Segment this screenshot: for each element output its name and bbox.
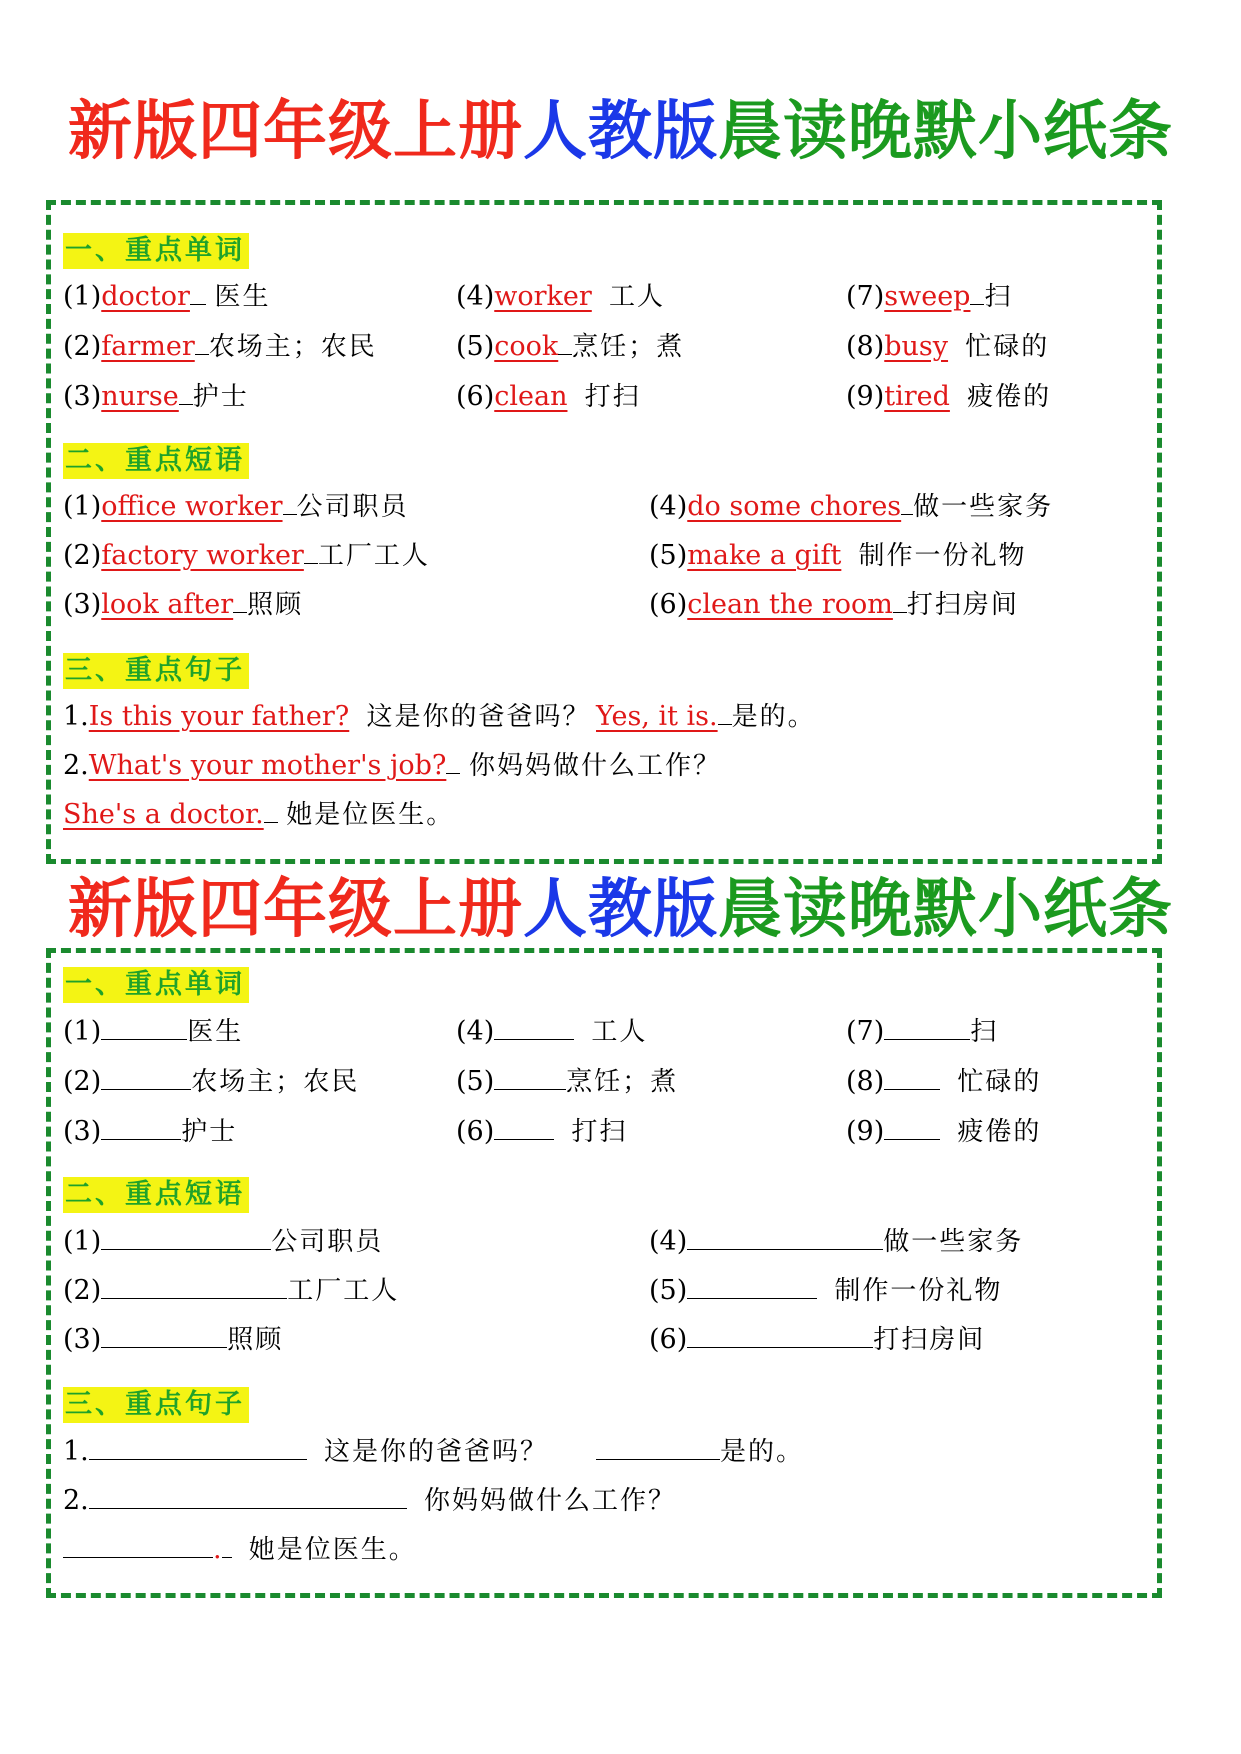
sentence-answer: Yes, it is. 是的。	[596, 697, 816, 737]
phrase-item: (5) 制作一份礼物	[649, 1270, 1002, 1311]
word-item: (7) 扫	[846, 1011, 998, 1052]
phrase-item: (5)make a gift 制作一份礼物	[649, 540, 1027, 571]
phrase-item: (1) 公司职员	[63, 1221, 383, 1262]
word-item: (9) 疲倦的	[846, 1111, 1041, 1152]
phrase-item: (3) 照顾	[63, 1319, 283, 1360]
phrase-blank[interactable]	[687, 1221, 883, 1250]
sentence-item: 1.Is this your father? 这是你的爸爸吗？	[63, 701, 591, 732]
word-item: (4) 工人	[456, 1011, 647, 1052]
section-heading-words: 一、重点单词	[63, 967, 249, 1003]
phrase-item: (3)look after 照顾	[63, 585, 303, 625]
phrase-row	[51, 1319, 1151, 1363]
page-title: 新版四年级上册人教版晨读晚默小纸条	[68, 95, 1173, 169]
sentence-blank[interactable]	[89, 1480, 407, 1509]
dashed-card	[46, 948, 1162, 1598]
word-blank[interactable]	[494, 1111, 554, 1140]
phrase-item: (1)office worker 公司职员	[63, 487, 409, 527]
phrase-row	[51, 585, 1151, 629]
sentence-row	[51, 697, 1151, 741]
section-heading-phrases: 二、重点短语	[63, 443, 249, 479]
word-item: (5)cook 烹饪；煮	[456, 327, 684, 367]
sentence-row	[51, 746, 1151, 790]
phrase-item: (6)clean the room 打扫房间	[649, 585, 1019, 625]
word-blank[interactable]	[101, 1061, 191, 1090]
word-item: (2) 农场主；农民	[63, 1061, 359, 1102]
sentence-blank[interactable]	[89, 1431, 307, 1460]
word-row	[51, 1061, 1151, 1105]
word-blank[interactable]	[101, 1111, 181, 1140]
sentence-blank[interactable]	[63, 1529, 213, 1558]
sentence-row	[51, 1480, 1151, 1524]
word-row	[51, 377, 1151, 421]
sentence-item: . 她是位医生。	[63, 1529, 417, 1570]
sentence-item: 1. 这是你的爸爸吗？	[63, 1431, 548, 1472]
sentence-item: She's a doctor. 她是位医生。	[63, 795, 454, 835]
sentence-answer: 是的。	[596, 1431, 804, 1472]
word-item: (8)busy 忙碌的	[846, 331, 1050, 362]
word-blank[interactable]	[101, 1011, 187, 1040]
sentence-item: 2. 你妈妈做什么工作？	[63, 1480, 676, 1521]
sentence-item: 2.What's your mother's job? 你妈妈做什么工作？	[63, 746, 721, 786]
phrase-row	[51, 536, 1151, 580]
word-item: (3)nurse 护士	[63, 377, 249, 417]
word-item: (5) 烹饪；煮	[456, 1061, 678, 1102]
page-title: 新版四年级上册人教版晨读晚默小纸条	[68, 873, 1173, 947]
word-row	[51, 1011, 1151, 1055]
section-heading-phrases: 二、重点短语	[63, 1177, 249, 1213]
word-item: (6) 打扫	[456, 1111, 627, 1152]
word-row	[51, 327, 1151, 371]
sentence-row	[51, 795, 1151, 839]
phrase-blank[interactable]	[101, 1221, 271, 1250]
word-row	[51, 1111, 1151, 1155]
phrase-row	[51, 487, 1151, 531]
phrase-item: (4) 做一些家务	[649, 1221, 1023, 1262]
phrase-blank[interactable]	[687, 1270, 817, 1299]
word-item: (6)clean 打扫	[456, 381, 641, 412]
dashed-card	[46, 200, 1162, 864]
phrase-item: (4)do some chores 做一些家务	[649, 487, 1053, 527]
phrase-blank[interactable]	[687, 1319, 873, 1348]
word-item: (2)farmer 农场主；农民	[63, 327, 377, 367]
word-item: (9)tired 疲倦的	[846, 381, 1052, 412]
section-heading-sentences: 三、重点句子	[63, 1387, 249, 1423]
phrase-blank[interactable]	[101, 1319, 227, 1348]
phrase-row	[51, 1221, 1151, 1265]
phrase-row	[51, 1270, 1151, 1314]
word-blank[interactable]	[884, 1111, 940, 1140]
word-blank[interactable]	[494, 1011, 574, 1040]
sentence-blank[interactable]	[596, 1431, 720, 1460]
word-blank[interactable]	[884, 1011, 970, 1040]
word-item: (1) 医生	[63, 1011, 243, 1052]
phrase-item: (2)factory worker 工厂工人	[63, 536, 430, 576]
word-item: (1)doctor 医生	[63, 277, 271, 317]
word-item: (8) 忙碌的	[846, 1061, 1041, 1102]
section-heading-words: 一、重点单词	[63, 233, 249, 269]
word-row	[51, 277, 1151, 321]
phrase-blank[interactable]	[101, 1270, 287, 1299]
phrase-item: (6) 打扫房间	[649, 1319, 985, 1360]
practice-sheet	[0, 842, 1241, 1719]
word-item: (4)worker 工人	[456, 281, 665, 312]
word-blank[interactable]	[884, 1061, 940, 1090]
section-heading-sentences: 三、重点句子	[63, 653, 249, 689]
phrase-item: (2) 工厂工人	[63, 1270, 399, 1311]
sentence-row	[51, 1431, 1151, 1475]
word-item: (7)sweep 扫	[846, 277, 1012, 317]
word-item: (3) 护士	[63, 1111, 237, 1152]
sentence-row	[51, 1529, 1151, 1573]
word-blank[interactable]	[494, 1061, 566, 1090]
